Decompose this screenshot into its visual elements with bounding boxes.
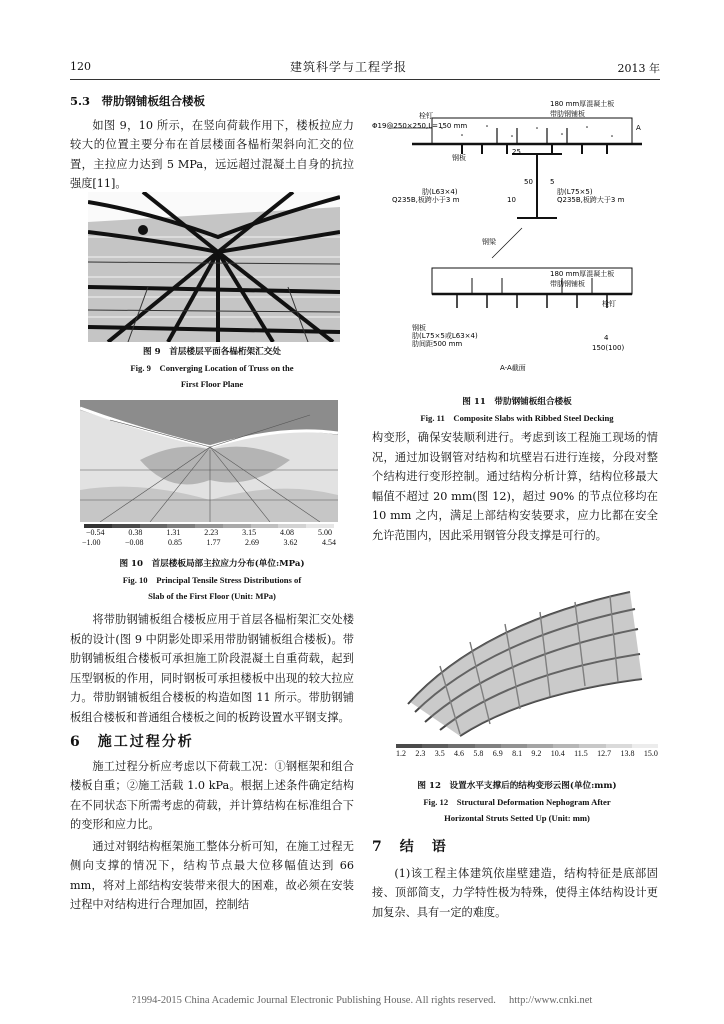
fig11-label-l11: 25	[512, 148, 521, 156]
legend-tick-label: −0.08	[125, 538, 144, 547]
figure-11-caption-en: Fig. 11 Composite Slabs with Ribbed Steel Decking	[420, 413, 614, 423]
legend-tick-label: 1.31	[166, 528, 181, 537]
legend-tick-label: 0.85	[168, 538, 182, 547]
legend-tick-label: 5.00	[317, 528, 332, 537]
paragraph-deformation-control: 构变形，确保安装顺利进行。考虑到该工程施工现场的情况，通过加设钢管对结构和坑壁岩石进行连接，分段对整个结构进行变形控制。通过结构分析计算，结构位移最大幅值不超过 20 mm(图 12)，超过 90% 的节点位移均在 10 mm 之内，满足上部结构安装要求，应力比都在安全允许范围内，因此采用钢管分段支撑是可行的。	[372, 431, 658, 542]
fig11-label-l17: 150(100)	[592, 344, 625, 352]
figure-12-caption-en-1: Fig. 12 Structural Deformation Nephogram After	[423, 797, 611, 807]
legend-tick-label: −0.54	[86, 528, 105, 537]
legend-tick-label: 3.5	[434, 749, 445, 758]
legend-tick-label: 6.9	[492, 749, 503, 758]
legend-tick-label: 12.7	[597, 749, 612, 758]
fig11-label-l5-aa: 钢板	[412, 324, 426, 332]
legend-tick-label: 2.69	[244, 538, 259, 547]
paragraph-5-3-intro: 如图 9，10 所示，在竖向荷载作用下，楼板拉应力较大的位置主要分布在首层楼面各榀桁架斜向汇交的位置，主拉应力达到 5 MPa，远远超过混凝土自身的抗拉强度[11]。	[70, 118, 354, 190]
figure-11-composite-slab-section	[372, 98, 662, 396]
fig11-label-l1-aa: 180 mm厚混凝土板	[550, 270, 615, 278]
fig11-label-l20: 5	[550, 178, 555, 186]
left-column-bottom	[70, 610, 354, 917]
fig11-label-l9: Q235B,板跨大于3 m	[557, 196, 625, 204]
section-7-heading: 7 结 语	[372, 839, 448, 855]
legend-tick-label: 2.23	[204, 528, 219, 537]
figure-9-caption-en-1: Fig. 9 Converging Location of Truss on the	[130, 363, 294, 373]
figure-11-caption	[372, 394, 662, 426]
journal-year: 2013 年	[617, 62, 660, 75]
page-header	[70, 58, 660, 80]
fig11-label-l3: Φ19@250×250,L=150 mm	[372, 122, 468, 130]
fig11-label-l2-aa: 栓钉	[602, 300, 616, 308]
figure-10-stress-contour	[80, 400, 338, 522]
fig11-label-l6: 肋(L63×4)	[422, 188, 458, 196]
section-6-heading: 6 施工过程分析	[70, 734, 194, 750]
figure-12-deformation-nephogram	[390, 584, 652, 742]
legend-tick-label: 10.4	[550, 749, 565, 758]
fig11-label-l12: 50	[524, 178, 533, 186]
legend-tick-label: 1.77	[206, 538, 221, 547]
paragraph-conclusion-1: (1)该工程主体建筑依崖壁建造，结构特征是底部固接、顶部简支，力学特性极为特殊，使得主体结构设计更加复杂、具有一定的难度。	[372, 866, 658, 919]
fig11-label-l10: 钢梁	[482, 238, 496, 246]
copyright-footer: ?1994-2015 China Academic Journal Electronic Publishing House. All rights reserved. http://www.cnki.net	[131, 995, 593, 1006]
figure-10-legend-bottom-row	[80, 538, 338, 548]
fig11-label-l18: 4	[604, 334, 609, 342]
figure-10-legend-top-row	[80, 528, 338, 538]
legend-tick-label: 4.6	[454, 749, 465, 758]
fig11-label-l1: 180 mm厚混凝土板	[550, 100, 615, 108]
figure-10-caption-en-1: Fig. 10 Principal Tensile Stress Distributions of	[122, 575, 302, 585]
fig11-label-l19: A-A截面	[500, 364, 526, 372]
paragraph-slab-application: 将带肋钢铺板组合楼板应用于首层各榀桁架汇交处楼板的设计(图 9 中阴影处即采用带肋钢铺板组合楼板)。带肋钢铺板组合楼板可承担施工阶段混凝土自重荷载，起到压型钢板的作用，同时钢板可承担楼板中出现的较大拉应力。带肋钢铺板组合楼板的构造如图 11 所示。带肋钢铺板组合楼板和普通组合楼板之间的板跨设置水平钢支撑。	[70, 613, 354, 724]
legend-tick-label: 13.8	[620, 749, 635, 758]
figure-10-legend	[80, 524, 338, 548]
left-column-top	[70, 92, 354, 196]
legend-tick-label: 9.2	[531, 749, 542, 758]
fig11-label-l14: A	[636, 124, 641, 132]
legend-tick-label: 1.2	[396, 749, 406, 758]
section-5-3-heading: 5.3 带肋钢铺板组合楼板	[70, 94, 206, 108]
paragraph-load-cases: 施工过程分析应考虑以下荷载工况：①钢框架和组合楼板自重；②施工活载 1.0 kPa。根据上述条件确定结构在不同状态下所需考虑的荷载，并计算结构在标准组合下的变形和应力比。	[70, 759, 354, 831]
figure-12-legend	[396, 744, 658, 760]
figure-10-caption-cn: 图 10 首层楼板局部主拉应力分布(单位:MPa)	[119, 559, 305, 569]
fig11-label-l5: 钢板	[452, 154, 466, 162]
shaded-slab-area	[88, 207, 340, 342]
fig11-label-l15: 肋(L75×5或L63×4)	[412, 332, 478, 340]
legend-tick-label: 8.1	[512, 749, 523, 758]
fig11-label-l16: 肋间距500 mm	[412, 340, 463, 348]
legend-tick-label: 15.0	[643, 749, 658, 758]
fig11-label-l8: 肋(L75×5)	[557, 188, 593, 196]
legend-tick-label: 4.54	[321, 538, 336, 547]
figure-9-caption-cn: 图 9 首层楼层平面各榀桁架汇交处	[143, 347, 281, 357]
figure-12-caption	[372, 778, 662, 826]
legend-tick-label: 0.38	[128, 528, 143, 537]
right-column-top	[372, 428, 658, 545]
legend-tick-label: 3.15	[242, 528, 257, 537]
figure-9-truss-plan	[88, 192, 340, 342]
legend-tick-label: 3.62	[283, 538, 298, 547]
figure-12-caption-en-2: Horizontal Struts Setted Up (Unit: mm)	[444, 813, 590, 823]
figure-11-caption-cn: 图 11 带肋钢铺板组合楼板	[462, 397, 572, 407]
figure-9-caption	[70, 344, 354, 392]
figure-12-caption-cn: 图 12 设置水平支撑后的结构变形云图(单位:mm)	[417, 781, 617, 791]
figure-12-legend-values	[396, 748, 658, 760]
figure-9-caption-en-2: First Floor Plane	[180, 379, 244, 389]
paragraph-displacement-analysis: 通过对钢结构框架施工整体分析可知，在施工过程无侧向支撑的情况下，结构节点最大位移幅值达到 66 mm，将对上部结构安装带来很大的困难，故必须在安装过程中对结构进行合理加固，控制结	[70, 839, 354, 911]
legend-tick-label: 2.3	[415, 749, 426, 758]
fig11-label-l4-aa: 带肋钢铺板	[550, 280, 585, 288]
journal-title: 建筑科学与工程学报	[290, 60, 408, 74]
page-number: 120	[70, 60, 91, 73]
fig11-label-l2: 栓钉	[419, 112, 433, 120]
legend-tick-label: 5.8	[473, 749, 484, 758]
fig11-label-l7: Q235B,板跨小于3 m	[392, 196, 460, 204]
legend-tick-label: 11.5	[574, 749, 588, 758]
legend-tick-label: 4.08	[280, 528, 295, 537]
right-column-bottom	[372, 838, 658, 924]
fig11-label-l4: 带肋钢铺板	[550, 110, 585, 118]
legend-tick-label: −1.00	[82, 538, 101, 547]
figure-10-caption-en-2: Slab of the First Floor (Unit: MPa)	[148, 591, 276, 601]
fig11-label-l13: 10	[507, 196, 516, 204]
figure-10-caption	[70, 556, 354, 604]
